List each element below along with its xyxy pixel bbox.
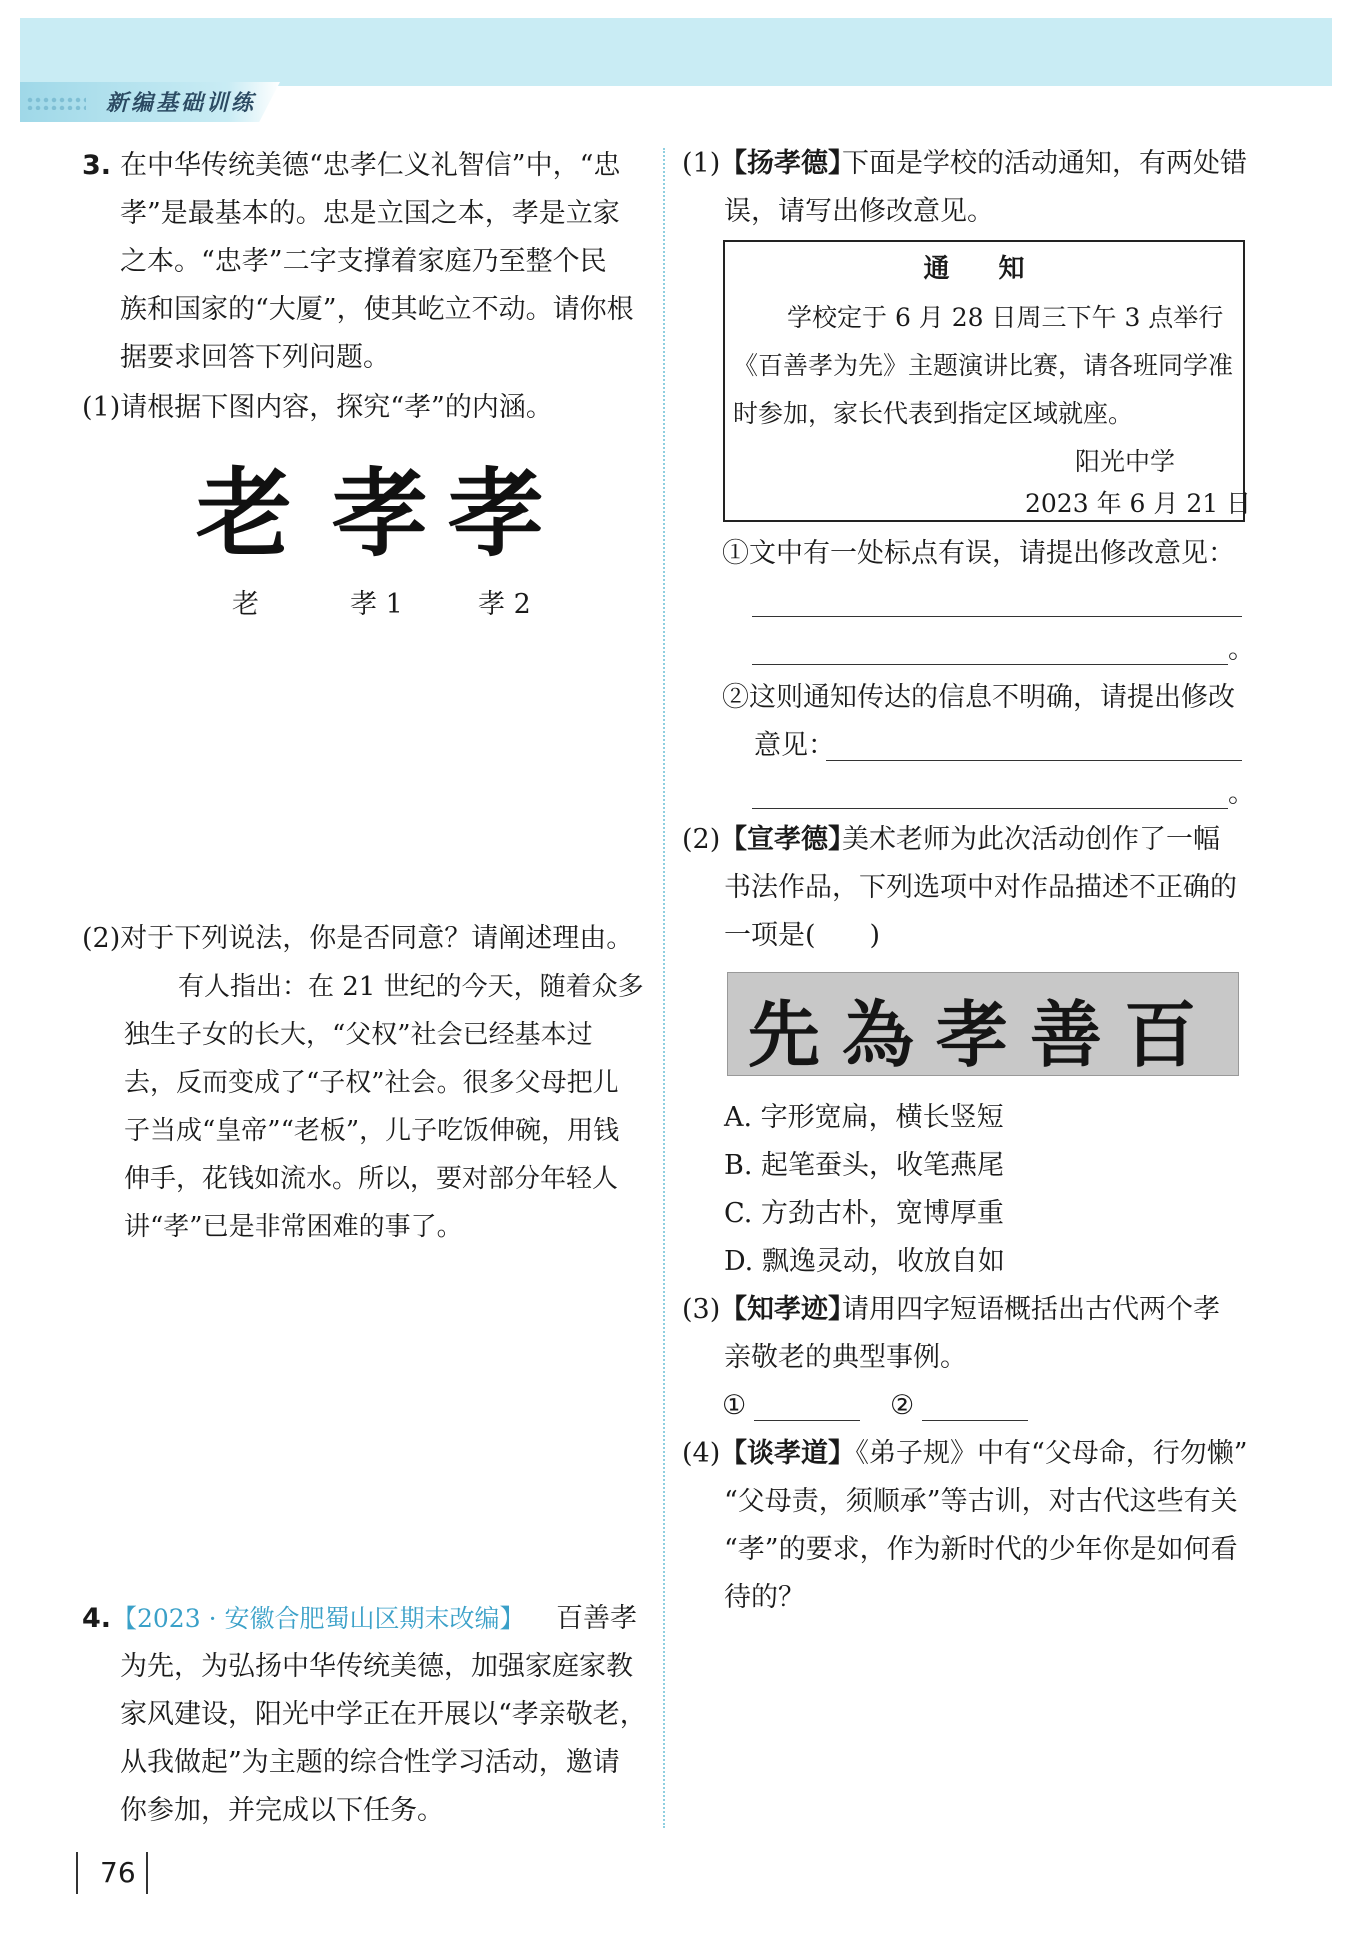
task1-text-1: 下面是学校的活动通知，有两处错: [842, 148, 1247, 179]
task2-tag: 【宣孝德】: [720, 824, 855, 855]
calligraphy-plaque: [727, 972, 1239, 1076]
task3-blank2[interactable]: [922, 1420, 1028, 1421]
task1-q1: ①文中有一处标点有误，请提出修改意见：: [722, 538, 1235, 569]
option-d[interactable]: D. 飘逸灵动，收放自如: [724, 1246, 1005, 1277]
notice-body-3: 时参加，家长代表到指定区域就座。: [733, 399, 1134, 428]
q4-number: 4.: [82, 1603, 112, 1634]
task4-tag: 【谈孝道】: [720, 1438, 855, 1469]
q4-source: 【2023 · 安徽合肥蜀山区期末改编】: [112, 1604, 525, 1633]
header-dots-decoration: [26, 96, 86, 110]
page-number: 76: [100, 1856, 136, 1889]
header-title: 新编基础训练: [106, 91, 257, 116]
task1-tag: 【扬孝德】: [720, 148, 855, 179]
task1-prefix: (1): [682, 148, 721, 179]
column-divider: [663, 148, 665, 1828]
q4-line-1: 百善孝: [556, 1603, 637, 1634]
q3-sub2: (2)对于下列说法，你是否同意？请阐述理由。: [82, 923, 634, 954]
task3-blank2-label: ②: [890, 1390, 915, 1421]
q3-line-5: 据要求回答下列问题。: [120, 342, 390, 373]
answer-line-2[interactable]: [752, 664, 1228, 665]
q3-quote-line-1: 有人指出：在 21 世纪的今天，随着众多: [178, 972, 644, 1002]
ancient-char-lao: 老: [196, 457, 292, 570]
task4-text-2: “父母责，须顺承”等古训，对古代这些有关: [724, 1486, 1238, 1517]
period-2: 。: [1228, 778, 1255, 809]
task3-text-2: 亲敬老的典型事例。: [724, 1342, 967, 1373]
notice-body-1: 学校定于 6 月 28 日周三下午 3 点举行: [787, 303, 1224, 332]
char-label-xiao2: 孝 2: [478, 589, 531, 620]
task3-blank1-label: ①: [722, 1390, 747, 1421]
task1-q2-cont: 意见：: [754, 730, 835, 761]
task3-text-1: 请用四字短语概括出古代两个孝: [842, 1294, 1220, 1325]
q3-sub1: (1)请根据下图内容，探究“孝”的内涵。: [82, 392, 553, 423]
option-a[interactable]: A. 字形宽扁，横长竖短: [724, 1102, 1004, 1133]
task4-text-1: 《弟子规》中有“父母命，行勿懒”: [842, 1438, 1248, 1469]
notice-signer: 阳光中学: [1075, 447, 1176, 476]
q3-number: 3.: [82, 150, 112, 181]
option-c[interactable]: C. 方劲古朴，宽博厚重: [724, 1198, 1004, 1229]
ancient-char-xiao2: 孝: [448, 457, 544, 570]
q3-line-1: 在中华传统美德“忠孝仁义礼智信”中，“忠: [120, 150, 621, 181]
task2-text-2: 书法作品，下列选项中对作品描述不正确的: [724, 872, 1237, 903]
q4-line-4: 从我做起”为主题的综合性学习活动，邀请: [120, 1747, 620, 1778]
option-b[interactable]: B. 起笔蚕头，收笔燕尾: [724, 1150, 1005, 1181]
char-label-lao: 老: [232, 589, 259, 620]
q3-quote-line-2: 独生子女的长大，“父权”社会已经基本过: [124, 1020, 593, 1050]
answer-line-4[interactable]: [752, 808, 1228, 809]
q3-line-2: 孝”是最基本的。忠是立国之本，孝是立家: [120, 198, 620, 229]
q3-line-4: 族和国家的“大厦”，使其屹立不动。请你根: [120, 294, 634, 325]
q4-line-3: 家风建设，阳光中学正在开展以“孝亲敬老，: [120, 1699, 647, 1730]
q3-quote-line-3: 去，反而变成了“子权”社会。很多父母把儿: [124, 1068, 619, 1098]
q3-quote-line-4: 子当成“皇帝”“老板”，儿子吃饭伸碗，用钱: [124, 1116, 620, 1146]
task3-prefix: (3): [682, 1294, 721, 1325]
q4-line-2: 为先，为弘扬中华传统美德，加强家庭家教: [120, 1651, 633, 1682]
q3-line-3: 之本。“忠孝”二字支撑着家庭乃至整个民: [120, 246, 607, 277]
answer-line-1[interactable]: [752, 616, 1242, 617]
page-number-bar-left: [76, 1852, 78, 1894]
task2-text-3: 一项是( ): [724, 920, 881, 951]
task4-text-3: “孝”的要求，作为新时代的少年你是如何看: [724, 1534, 1238, 1565]
task1-text-2: 误，请写出修改意见。: [724, 196, 994, 227]
ancient-char-xiao1: 孝: [332, 457, 428, 570]
calligraphy-text: 先為孝善百: [747, 992, 1218, 1077]
q4-line-5: 你参加，并完成以下任务。: [120, 1795, 444, 1826]
notice-box: [723, 240, 1252, 522]
period-1: 。: [1228, 634, 1255, 665]
task3-tag: 【知孝迹】: [720, 1294, 855, 1325]
q3-quote-line-5: 伸手，花钱如流水。所以，要对部分年轻人: [124, 1164, 619, 1194]
header-band: [20, 18, 1332, 86]
task2-prefix: (2): [682, 824, 721, 855]
task4-prefix: (4): [682, 1438, 721, 1469]
notice-title: 通 知: [923, 254, 1045, 284]
task3-blank1[interactable]: [754, 1420, 860, 1421]
char-label-xiao1: 孝 1: [350, 589, 403, 620]
page-number-bar-right: [146, 1852, 148, 1894]
q3-quote-line-6: 讲“孝”已是非常困难的事了。: [124, 1212, 463, 1242]
task4-text-4: 待的？: [724, 1582, 805, 1613]
task1-q2: ②这则通知传达的信息不明确，请提出修改: [722, 682, 1235, 713]
notice-body-2: 《百善孝为先》主题演讲比赛，请各班同学准: [733, 351, 1234, 380]
answer-line-3[interactable]: [826, 760, 1242, 761]
notice-date: 2023 年 6 月 21 日: [1025, 489, 1252, 518]
task2-text-1: 美术老师为此次活动创作了一幅: [842, 824, 1220, 855]
